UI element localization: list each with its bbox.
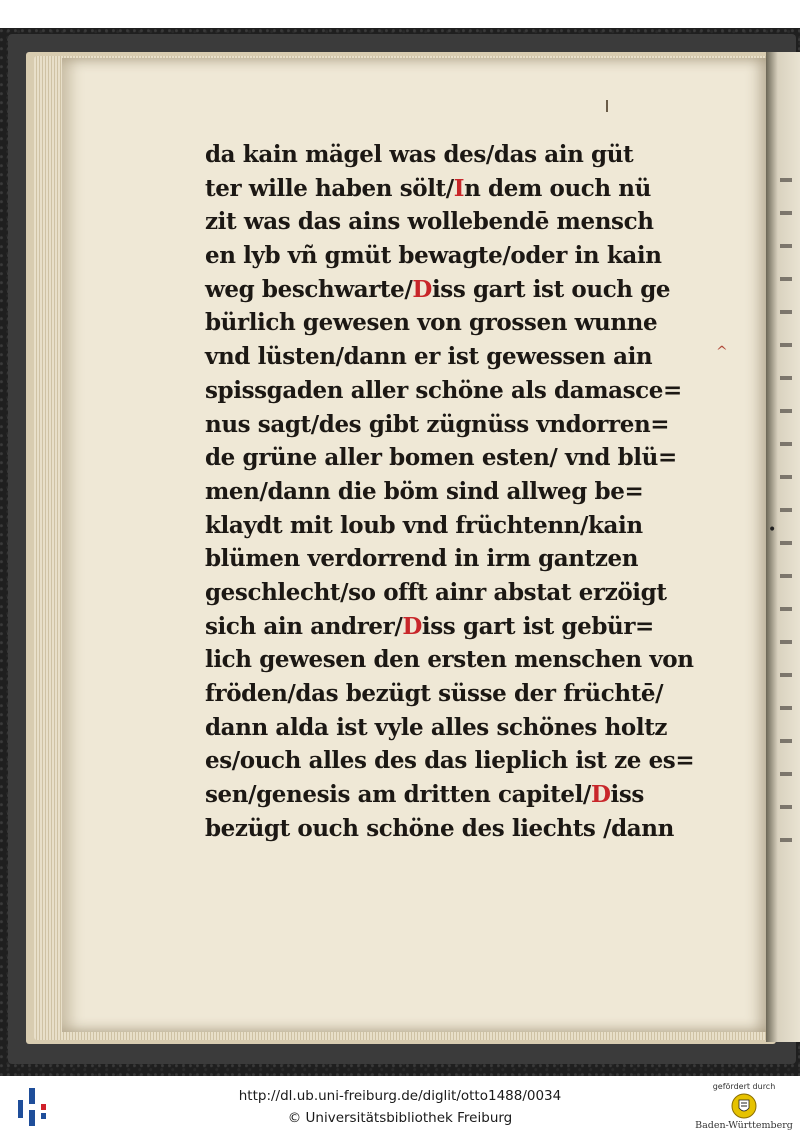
marginal-mark: ^ [716, 344, 728, 360]
facing-page-text-traces [780, 160, 792, 860]
text-line: en lyb vñ gmüt bewagte/oder in kain [205, 242, 662, 270]
copyright-notice: © Universitätsbibliothek Freiburg [287, 1110, 513, 1126]
baden-wuerttemberg-emblem-icon [731, 1093, 757, 1119]
text-line: nus sagt/des gibt zügnüss vndorren= [205, 410, 670, 438]
text-line: bezügt ouch schöne des liechts /dann [205, 814, 674, 842]
viewer-footer [0, 1078, 800, 1136]
rubricated-initial: D [412, 275, 432, 303]
sponsor-label: gefördert durch [712, 1082, 776, 1091]
text-line: dann alda ist vyle alles schönes holtz [205, 713, 668, 741]
text-line: da kain mägel was des/das ain güt [205, 141, 634, 168]
sponsor-block[interactable] [694, 1082, 794, 1134]
line-text-before-rubric: sen/genesis am dritten capitel/ [205, 781, 591, 809]
page-text-block [205, 138, 695, 845]
text-line: de grüne aller bomen esten/ vnd blü= [205, 444, 677, 472]
line-text-after-rubric: iss gart ist ouch ge [431, 275, 671, 303]
text-line: lich gewesen den ersten menschen von [205, 646, 694, 674]
line-text-before-rubric: weg beschwarte/ [205, 275, 413, 303]
line-text-before-rubric: sich ain andrer/ [205, 612, 403, 640]
scan-background [0, 0, 800, 30]
line-text-before-rubric: ter wille haben sölt/ [205, 174, 454, 202]
line-text-after-rubric: iss [610, 781, 644, 809]
binding-mark: • [768, 522, 777, 538]
text-line [205, 273, 675, 307]
line-text-after-rubric: n dem ouch nü [464, 174, 651, 202]
text-line [205, 778, 675, 812]
rubricated-initial: I [453, 174, 465, 202]
text-line: klaydt mit loub vnd früchtenn/kain [205, 511, 643, 539]
line-text-after-rubric: iss gart ist gebür= [421, 612, 654, 640]
text-line: bürlich gewesen von grossen wunne [205, 309, 658, 337]
text-line: spissgaden aller schöne als damasce= [205, 376, 682, 404]
sponsor-name: Baden-Württemberg [695, 1120, 793, 1131]
rubricated-initial: D [590, 781, 611, 809]
permalink-url[interactable]: http://dl.ub.uni-freiburg.de/diglit/otto1488/0034 [238, 1088, 562, 1104]
text-line: blümen verdorrend in irm gantzen [205, 545, 639, 573]
rubricated-initial: D [402, 612, 422, 640]
text-line [205, 172, 675, 206]
text-line: men/dann die böm sind allweg be= [205, 477, 644, 505]
text-line: vnd lüsten/dann er ist gewessen ain [205, 343, 653, 371]
text-line: zit was das ains wollebendē mensch [205, 208, 654, 236]
text-line: fröden/das bezügt süsse der früchtē/ [205, 680, 664, 707]
folio-mark [606, 100, 608, 112]
text-line: geschlecht/so offt ainr abstat erzöigt [205, 578, 667, 606]
text-line: es/ouch alles des das lieplich ist ze es= [205, 747, 695, 775]
text-line [205, 610, 675, 644]
